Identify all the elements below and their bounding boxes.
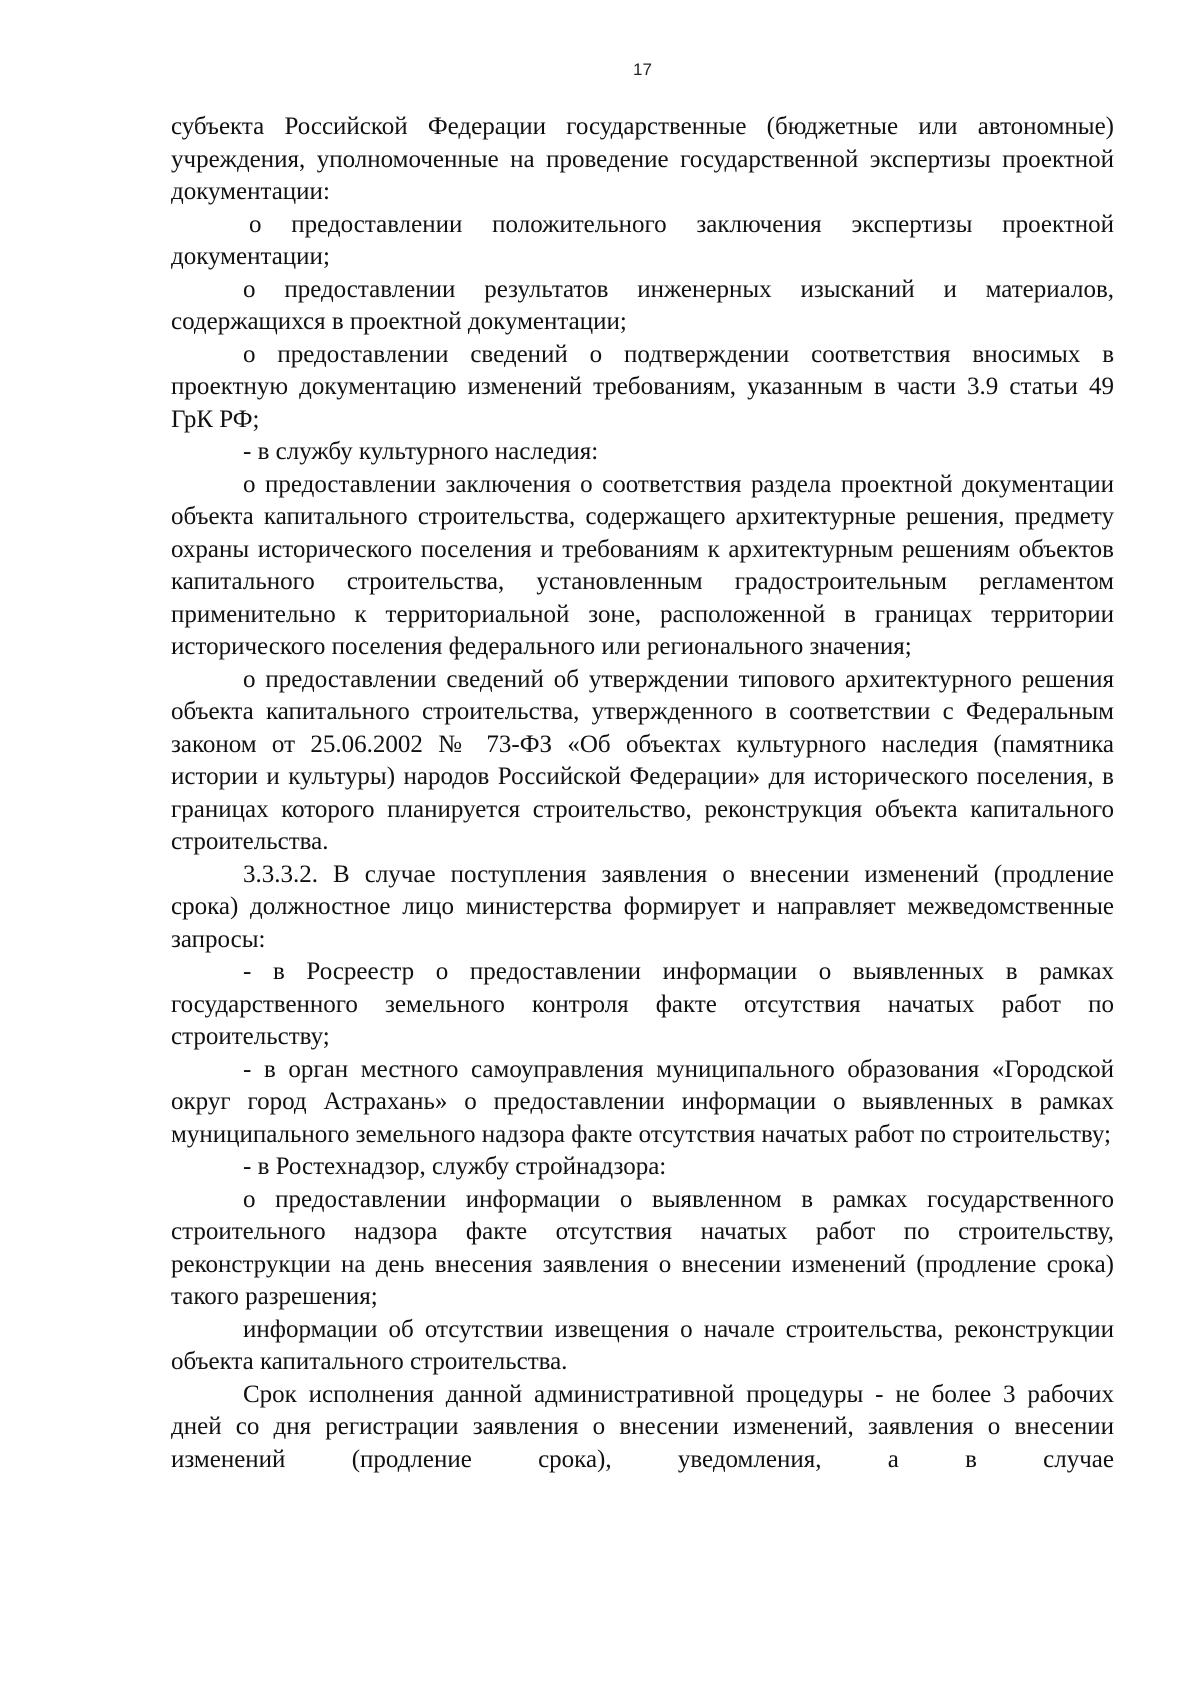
paragraph-10: - в орган местного самоуправления муниципального образования «Городской округ город Астрахань» о предоставлении информации о выявленных в рамках муниципального земельного надзора факте отсутствия начатых работ по строительству;	[171, 1055, 1114, 1148]
paragraph-14: Срок исполнения данной административной процедуры - не более 3 рабочих дней со дня регистрации заявления о внесении изменений, заявления о внесении изменений (продление срока), уведомления, а в случае	[171, 1380, 1114, 1473]
paragraph-1: субъекта Российской Федерации государственные (бюджетные или автономные) учреждения, уполномоченные на проведение государственной экспертизы проектной документации:	[171, 113, 1114, 205]
paragraph-13: информации об отсутствии извещения о начале строительства, реконструкции объекта капитального строительства.	[171, 1315, 1114, 1375]
paragraph-11: - в Ростехнадзор, службу стройнадзора:	[243, 1153, 667, 1180]
paragraph-9: - в Росреестр о предоставлении информации о выявленных в рамках государственного земельного контроля факте отсутствия начатых работ по строительству;	[171, 958, 1114, 1050]
paragraph-4: о предоставлении сведений о подтверждении соответствия вносимых в проектную документацию изменений требованиям, указанным в части 3.9 статьи 49 ГрК РФ;	[171, 340, 1114, 433]
paragraph-7: о предоставлении сведений об утверждении типового архитектурного решения объекта капитального строительства, утвержденного в соответствии с Федеральным законом от 25.06.2002 № 73-ФЗ «Об объектах культурного наследия (памятника истории и культуры) народов Российской Федерации» для исторического поселения, в границах которого планируется строительство, реконструкция объекта капитального строительства.	[171, 665, 1114, 855]
paragraph-8: 3.3.3.2. В случае поступления заявления о внесении изменений (продление срока) должностное лицо министерства формирует и направляет межведомственные запросы:	[171, 860, 1114, 953]
paragraph-5: - в службу культурного наследия:	[243, 438, 599, 465]
paragraph-3: о предоставлении результатов инженерных изысканий и материалов, содержащихся в проектной документации;	[171, 275, 1114, 335]
paragraph-6: о предоставлении заключения о соответствия раздела проектной документации объекта капитального строительства, содержащего архитектурные решения, предмету охраны исторического поселения и требованиям к архитектурным решениям объектов капитального строительства, установленным градостроительным регламентом применительно к территориальной зоне, расположенной в границах территории исторического поселения федерального или регионального значения;	[171, 470, 1114, 660]
page-number: 17	[633, 60, 652, 79]
document-body	[171, 111, 1114, 1476]
paragraph-12: о предоставлении информации о выявленном в рамках государственного строительного надзора факте отсутствия начатых работ по строительству, реконструкции на день внесения заявления о внесении изменений (продление срока) такого разрешения;	[171, 1185, 1114, 1310]
paragraph-2: о предоставлении положительного заключения экспертизы проектной документации;	[171, 210, 1114, 270]
